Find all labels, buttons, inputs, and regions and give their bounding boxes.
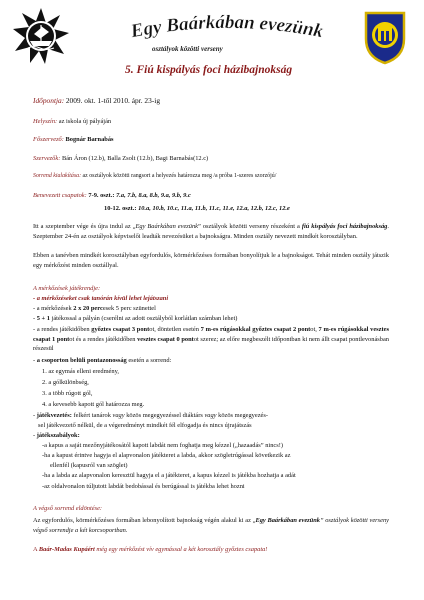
intro-text: Itt a szeptember vége és újra indul az „ [33, 223, 136, 230]
rule-text: - [33, 357, 37, 364]
rule-text: közös megegyezéssel diáktárs [124, 412, 205, 419]
dates-value: 2009. okt. 1-től 2010. ápr. 23-ig [65, 96, 161, 105]
coorganizers-label: Szervezők: [33, 155, 61, 162]
rule-text: játékossal a pályán (cserélni az adott osztályból korlátlan számban lehet) [49, 315, 238, 322]
school-crest-icon [362, 9, 408, 65]
intro-paragraph-1 [33, 222, 389, 241]
rule-7 [33, 433, 80, 439]
rule-4 [33, 325, 389, 354]
rule-emph: játékszabályok: [36, 432, 80, 439]
intro-event-name: Egy Baárkában evezünk [135, 223, 199, 230]
rule-text: - [33, 432, 37, 439]
rule-emph: játékvezetés: [36, 412, 72, 419]
rule-text: - a rendes játékidőben [33, 326, 92, 333]
rule-text: -ha a labda az alapvonalon keresztül hagyja el a játékteret, a kapus kézzel is játékba hozhatja a [42, 472, 286, 479]
rule-3 [33, 316, 237, 322]
subtitle: osztályok közötti verseny [152, 45, 223, 53]
rule-text: ot és a rendes játékidőben [69, 335, 138, 343]
rule-6 [33, 413, 268, 419]
rule-5 [33, 358, 171, 364]
rule-text: adát [285, 472, 296, 479]
intro-paragraph-2 [33, 251, 389, 270]
teams-row2-value: 10.a, 10.b, 10.c, 11.a, 11.b, 11.c, 11.e, 12.a, 12.b, 12.c, 12.e [138, 205, 290, 212]
rule-2 [33, 306, 156, 312]
venue-value: az iskola új pályáján [58, 118, 112, 125]
title-wordart [112, 10, 342, 48]
rule-text: ot, döntetlen esetén [149, 326, 201, 333]
rule-emph: 7 m-es rúgásokkal vesztes csapat 1 pont [33, 326, 389, 343]
rule-text: - [33, 412, 37, 419]
final-text: ” osztályok közötti verseny végső sorrendje a két korcsoportban. [33, 517, 390, 534]
rules-heading: A mérkőzések játékrendje: [33, 285, 101, 292]
rule-6-cont: sel játékvezető nélkül, de a végeredményt mindkét fél elfogadja és nincs újrajátszás [38, 422, 252, 429]
rule-text: felkért tanárok [71, 412, 113, 419]
cup-name: Baár-Madas Kupáért [38, 546, 95, 553]
rule-text: - [33, 315, 37, 322]
rule-text: közös megegyezés- [216, 412, 268, 419]
game-rule-4: -az oldalvonalon túljutott labdát bedobással és berúgással is játékba lehet hozni [42, 483, 245, 490]
ranking-line [33, 174, 276, 180]
game-rule-1: -a kapus a saját mezőnyjátékosától kapott labdát nem foghatja meg kézzel („hazaadás” nincs!) [42, 442, 283, 449]
venue-line [33, 119, 111, 125]
rule-emph: csapat 0 pont [157, 335, 194, 343]
final-heading: A végső sorrend eldöntése: [33, 505, 103, 512]
teams-label: Benevezett csapatok: [33, 192, 87, 199]
final-paragraph [33, 516, 389, 535]
rule-emph: csapat 2 pont [273, 326, 311, 333]
dates-label: Időpontja: [33, 96, 65, 105]
rule-emph: 2 x 20 perc [73, 305, 103, 312]
final-text: Az egyfordulós, körmérkőzéses formában lebonyolított bajnokság végén alakul ki az „ [33, 517, 256, 524]
coorganizers-line [33, 156, 208, 162]
teams-row2-label: 10-12. oszt.: [104, 205, 137, 212]
game-rule-2-cont: ellenfél (kapusról van szöglet) [50, 462, 128, 469]
final-event-name: Egy [255, 517, 266, 524]
cup-text: A [33, 546, 39, 553]
ship-star-logo-icon [12, 7, 70, 65]
dates-line [33, 97, 160, 105]
rule-italic: vagy [112, 412, 125, 419]
ranking-value: az osztályok közötti rangsort a helyezés határozza meg /a próba 1-szeres szorzójú/ [82, 173, 277, 179]
cup-text: még egy mérkőzést vív egymással a két korosztály győztes csapata! [94, 546, 268, 553]
final-event-name: Baárkában evezünk [267, 517, 320, 524]
intro-text: ” osztályok közötti verseny részeként a [198, 223, 302, 230]
cup-line [33, 547, 267, 553]
organizer-value: Bognár Barnabás [65, 136, 114, 143]
rule-text: ot szerez; az előre megbeszélt időpontban ki nem állt csapat pontlevonásban részesül [33, 335, 389, 353]
rule-italic: vagy [204, 412, 217, 419]
rule-text: - a mérkőzések [33, 305, 74, 312]
organizer-line [33, 137, 114, 143]
page-title: 5. Fiú kispályás foci házibajnokság [125, 64, 293, 76]
rule-emph: a csoporton belüli pontazonosság [36, 357, 127, 364]
svg-text:Egy Baárkában evezünk [128, 12, 325, 43]
ranking-label: Sorrend kialakítása: [33, 173, 82, 179]
rule-1: - a mérkőzéseket csak tanórán kívül lehet lejátszani [33, 295, 169, 302]
intro-text: . Szeptember 24-én az osztályok képviselői leadták nevezésüket a bajnokságra. Minden osztály nevezett mindkét korosztályban. [33, 223, 389, 240]
teams-row1-label: 7-9. oszt.: [88, 192, 115, 199]
teams-row1-value: 7.a, 7.b, 8.a, 8.b, 9.a, 9.b, 9.c [116, 192, 191, 199]
intro-championship-name: fiú kispályás foci házibajnokság [301, 223, 388, 230]
game-rule-3 [42, 473, 296, 479]
tiebreak-2: 2. a gólkülönbség, [42, 379, 89, 386]
title-text: Egy Baárkában evezünk [129, 11, 325, 43]
rule-text: esek 5 perc szünettel [102, 305, 156, 312]
organizer-label: Főszervező: [33, 136, 64, 143]
rule-emph: 7 m-es rúgásokkal győztes [200, 326, 273, 333]
tiebreak-4: 4. a kevesebb kapott gól határozza meg. [42, 401, 145, 408]
tiebreak-3: 3. a több rúgott gól, [42, 390, 93, 397]
game-rule-2: -ha a kapust érintve hagyja el alapvonalon játékteret a labda, akkor szögletrúgással következik az [42, 452, 291, 459]
teams-row-1 [33, 193, 191, 199]
tiebreak-1: 1. az egymás elleni eredmény, [42, 368, 119, 375]
coorganizers-value: Bán Áron (12.b), Balla Zsolt (12.b), Bagi Barnabás(12.c) [61, 155, 209, 162]
rule-text: ot, [310, 326, 319, 333]
rule-emph: 5 + 1 [36, 315, 50, 322]
venue-label: Helyszín: [33, 118, 58, 125]
rule-emph: győztes csapat 3 pont [91, 326, 150, 333]
intro-text: Ebben a tanévben mindkét korosztályban egyfordulós, körmérkőzéses formában bonyolítjuk le a bajnokságot. Tehát minden osztály játszik egy mérkőzést minden osztállyal. [33, 252, 389, 269]
rule-emph: vesztes [137, 335, 156, 343]
rule-text: esetén a sorrend: [126, 357, 172, 364]
teams-row-2 [104, 206, 290, 212]
